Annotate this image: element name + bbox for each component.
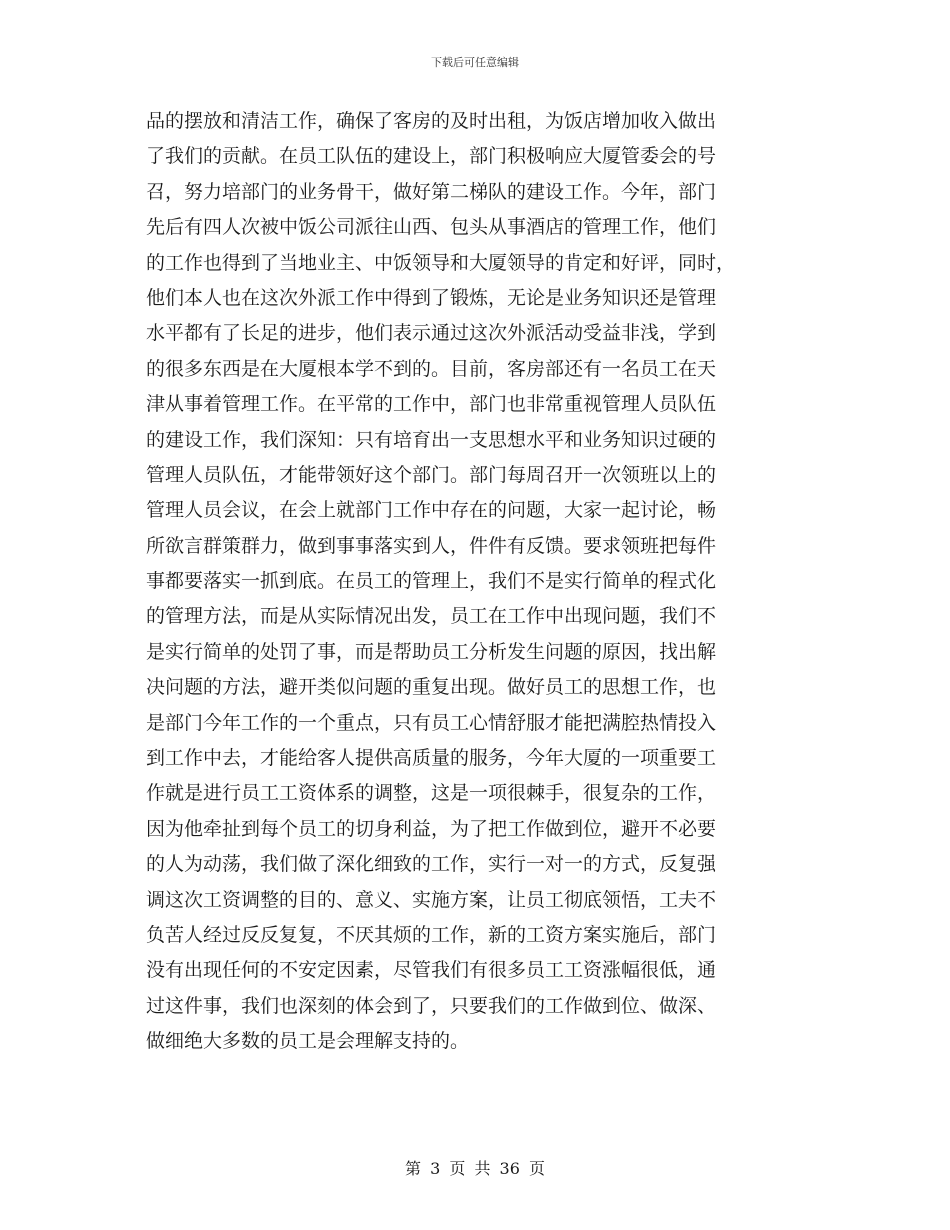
- text-line: 没有出现任何的不安定因素，尽管我们有很多员工工资涨幅很低，通: [146, 959, 717, 982]
- text-line: 是实行简单的处罚了事，而是帮助员工分析发生问题的原因，找出解: [146, 640, 717, 663]
- text-line: 召，努力培部门的业务骨干，做好第二梯队的建设工作。今年，部门: [146, 180, 717, 203]
- text-line: 决问题的方法，避开类似问题的重复出现。做好员工的思想工作，也: [146, 676, 717, 699]
- text-line: 因为他牵扯到每个员工的切身利益，为了把工作做到位，避开不必要: [146, 817, 717, 840]
- text-line: 是部门今年工作的一个重点，只有员工心情舒服才能把满腔热情投入: [146, 711, 717, 734]
- text-line: 作就是进行员工工资体系的调整，这是一项很棘手，很复杂的工作，: [146, 782, 717, 805]
- text-line: 过这件事，我们也深刻的体会到了，只要我们的工作做到位、做深、: [146, 994, 717, 1017]
- text-line: 的人为动荡，我们做了深化细致的工作，实行一对一的方式，反复强: [146, 853, 717, 876]
- text-line: 管理人员会议，在会上就部门工作中存在的问题，大家一起讨论，畅: [146, 499, 717, 522]
- text-line: 他们本人也在这次外派工作中得到了锻炼，无论是业务知识还是管理: [146, 286, 717, 309]
- text-line: 做细绝大多数的员工是会理解支持的。: [146, 1030, 470, 1053]
- page-header: 下载后可任意编辑: [431, 56, 519, 69]
- text-line: 先后有四人次被中饭公司派往山西、包头从事酒店的管理工作，他们: [146, 216, 717, 239]
- text-line: 的管理方法，而是从实际情况出发，员工在工作中出现问题，我们不: [146, 605, 717, 628]
- text-line: 到工作中去，才能给客人提供高质量的服务，今年大厦的一项重要工: [146, 747, 717, 770]
- text-line: 所欲言群策群力，做到事事落实到人，件件有反馈。要求领班把每件: [146, 534, 717, 557]
- text-line: 负苦人经过反反复复，不厌其烦的工作，新的工资方案实施后，部门: [146, 923, 717, 946]
- text-line: 的建设工作，我们深知：只有培育出一支思想水平和业务知识过硬的: [146, 428, 717, 451]
- text-line: 水平都有了长足的进步，他们表示通过这次外派活动受益非浅，学到: [146, 322, 717, 345]
- text-line: 事都要落实一抓到底。在员工的管理上，我们不是实行简单的程式化: [146, 570, 717, 593]
- text-line: 的工作也得到了当地业主、中饭领导和大厦领导的肯定和好评，同时，: [146, 251, 736, 274]
- text-line: 的很多东西是在大厦根本学不到的。目前，客房部还有一名员工在天: [146, 357, 717, 380]
- text-line: 了我们的贡献。在员工队伍的建设上，部门积极响应大厦管委会的号: [146, 145, 717, 168]
- text-line: 品的摆放和清洁工作，确保了客房的及时出租，为饭店增加收入做出: [146, 110, 717, 132]
- text-line: 津从事着管理工作。在平常的工作中，部门也非常重视管理人员队伍: [146, 393, 717, 416]
- text-line: 调这次工资调整的目的、意义、实施方案，让员工彻底领悟，工夫不: [146, 888, 717, 911]
- document-body: [146, 104, 806, 1060]
- text-line: 管理人员队伍，才能带领好这个部门。部门每周召开一次领班以上的: [146, 463, 717, 486]
- page-number: 第 3 页 共 36 页: [405, 1159, 545, 1178]
